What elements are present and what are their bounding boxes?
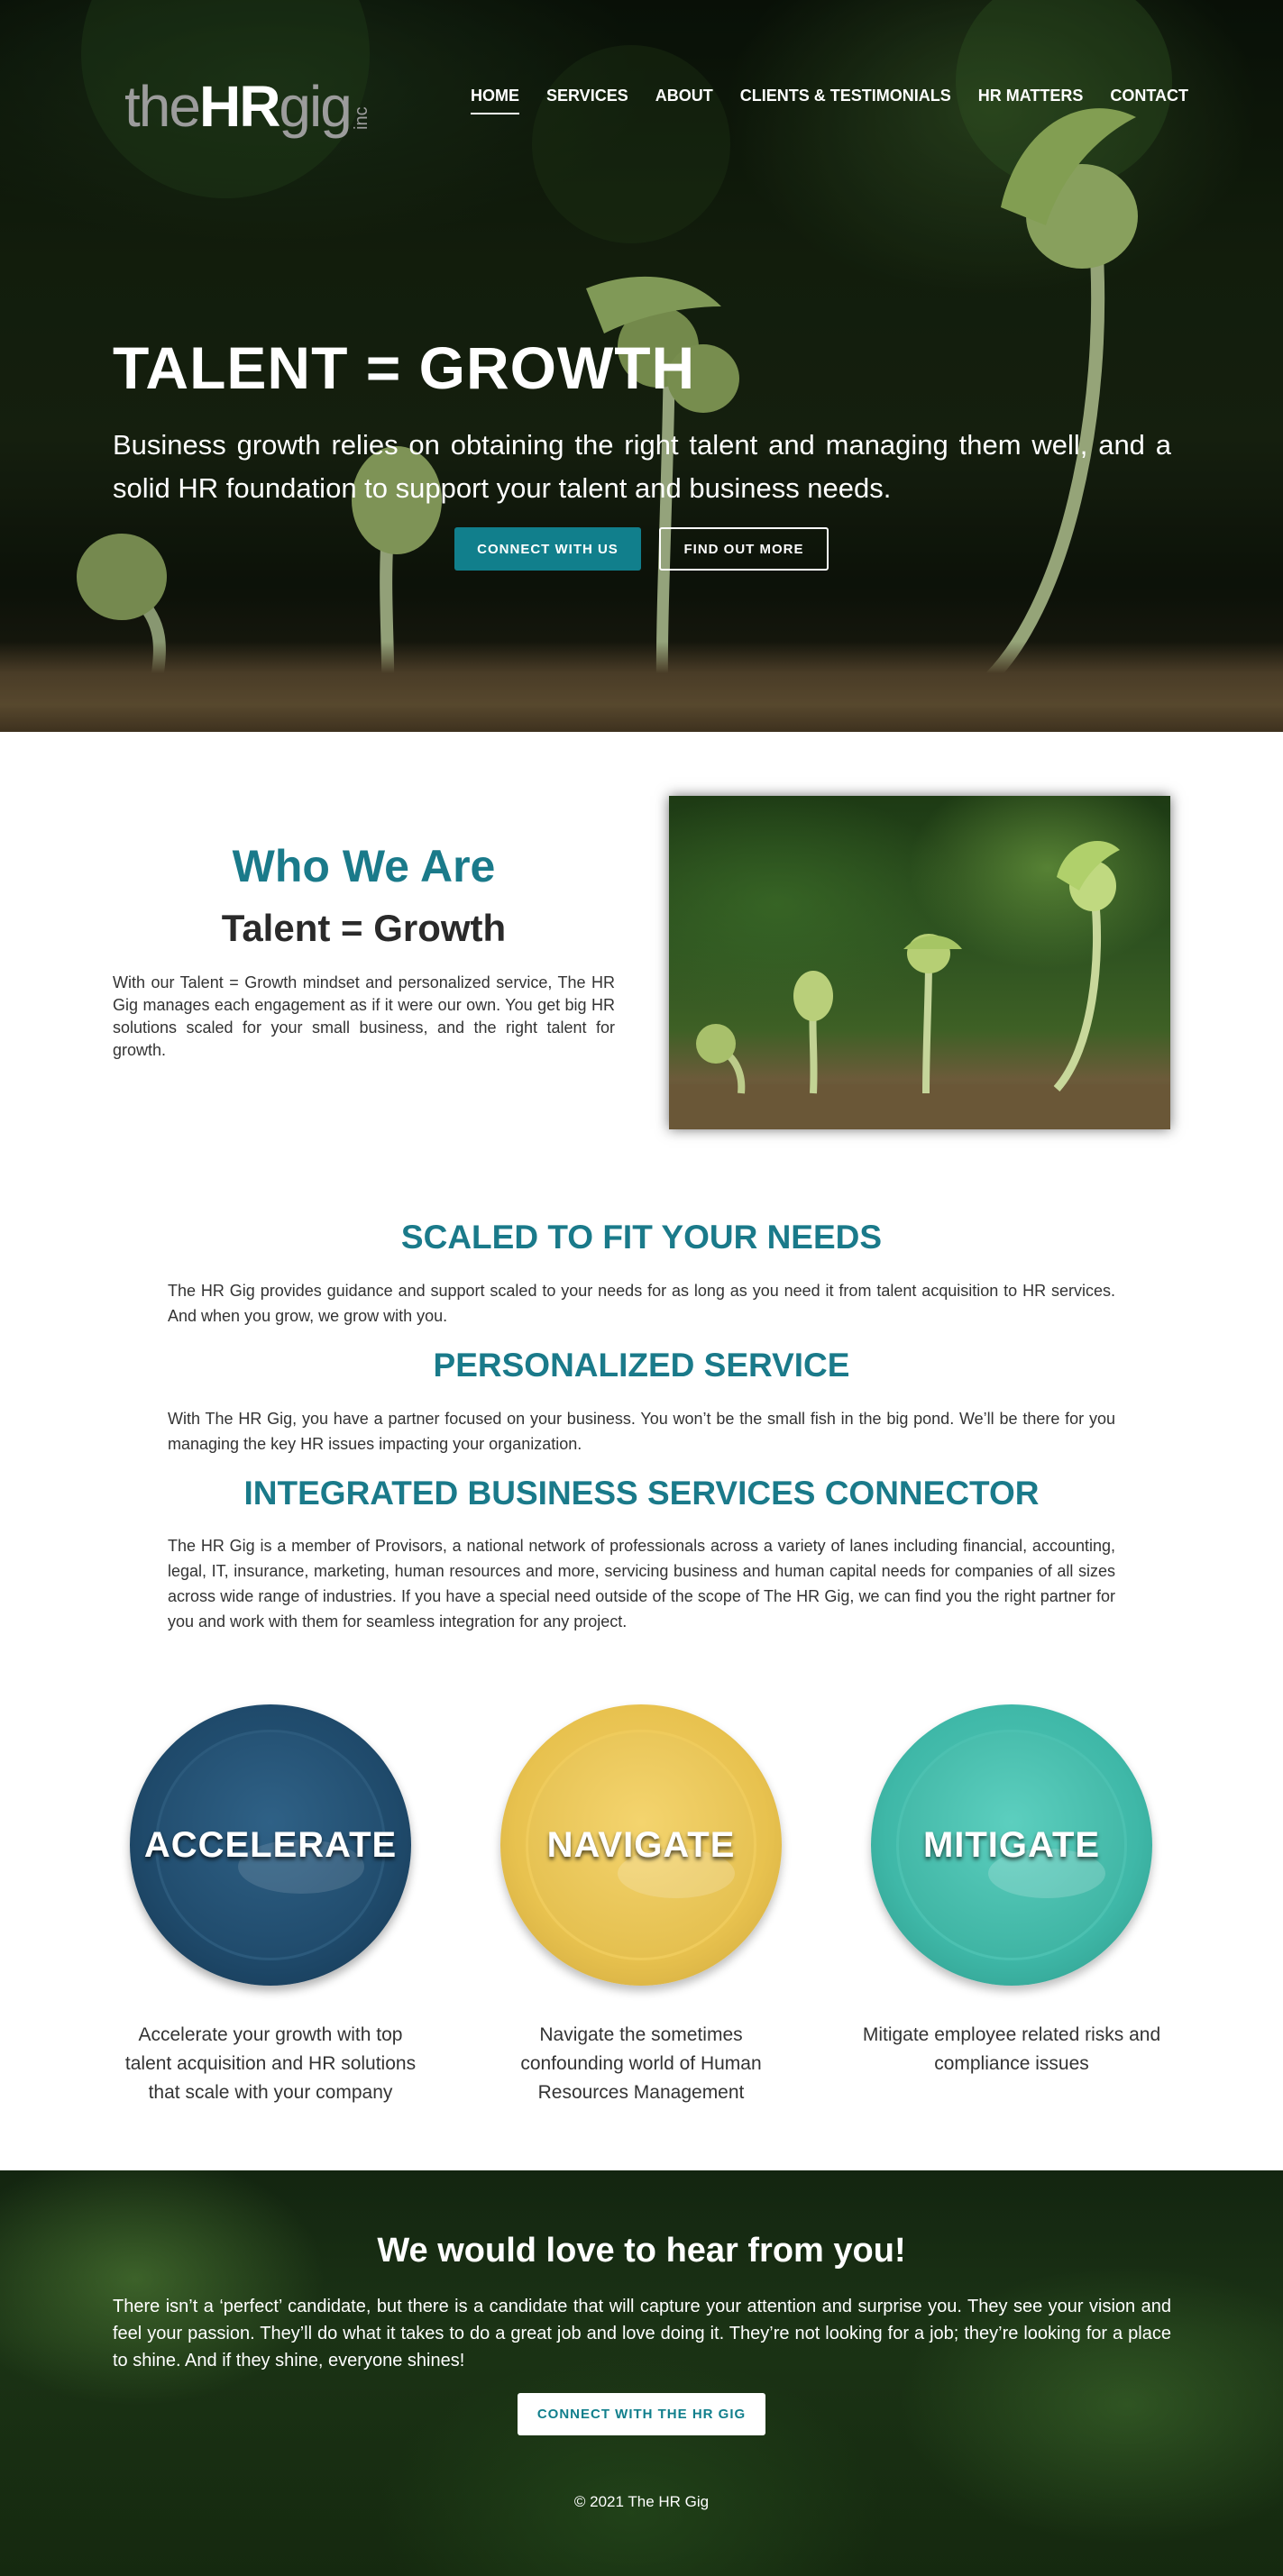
connect-with-hr-gig-button[interactable]: CONNECT WITH THE HR GIG — [518, 2393, 765, 2435]
personalized-body: With The HR Gig, you have a partner focused on your business. You won’t be the small fish in the big pond. We’ll be there for you managing the key HR issues impacting your organization. — [168, 1410, 1115, 1453]
contact-section — [0, 2170, 1283, 2576]
accelerate-plate[interactable] — [130, 1704, 411, 1986]
nav-contact[interactable]: CONTACT — [1110, 87, 1189, 105]
mitigate-label: MITIGATE — [922, 1824, 1101, 1865]
nav-services[interactable]: SERVICES — [546, 87, 628, 105]
hero-section — [0, 0, 1283, 732]
logo-the: the — [124, 74, 199, 139]
seedlings-photo — [669, 796, 1170, 1129]
personalized-heading: PERSONALIZED SERVICE — [433, 1347, 850, 1384]
integrated-heading: INTEGRATED BUSINESS SERVICES CONNECTOR — [243, 1475, 1040, 1512]
find-out-more-button[interactable]: FIND OUT MORE — [659, 527, 829, 571]
accelerate-caption: Accelerate your growth with top talent acquisition and HR solutions that scale with your company — [124, 2024, 417, 2103]
scaled-heading: SCALED TO FIT YOUR NEEDS — [400, 1219, 883, 1256]
accelerate-label: ACCELERATE — [143, 1824, 398, 1865]
contact-body: There isn’t a ‘perfect’ candidate, but there is a candidate that will capture your attention and surprise you. They see your vision and feel your passion. They’ll do what it takes to do a great job and love doing it. They’re not looking for a job; they’re looking for a place to shine. And if they shine, everyone shines! — [113, 2297, 1171, 2370]
hero-title: TALENT = GROWTH — [113, 334, 696, 401]
mitigate-plate[interactable] — [871, 1704, 1152, 1986]
navigate-caption: Navigate the sometimes confounding world of Human Resources Management — [520, 2024, 762, 2103]
seedlings-photo-art — [669, 796, 1170, 1129]
main-nav — [471, 87, 1215, 114]
copyright: © 2021 The HR Gig — [573, 2493, 710, 2510]
nav-hr-matters[interactable]: HR MATTERS — [977, 87, 1084, 105]
who-we-are-subheading: Talent = Growth — [221, 907, 507, 949]
nav-about[interactable]: ABOUT — [655, 87, 713, 105]
integrated-body: The HR Gig is a member of Provisors, a national network of professionals across a variety of lanes including financial, accounting, legal, IT, insurance, marketing, human resources and more, servicing business and human capital needs for companies of all sizes across wide range of industries. If you have a special need outside of the scope of The HR Gig, we can find you the right partner for you and work with them for seamless integration for any project. — [168, 1537, 1115, 1631]
navigate-plate[interactable] — [500, 1704, 782, 1986]
nav-home[interactable]: HOME — [471, 87, 519, 114]
logo-inc: inc — [351, 106, 371, 130]
who-we-are-body: With our Talent = Growth mindset and personalized service, The HR Gig manages each engagement as if it were our own. You get big HR solutions scaled for your small business, and the right talent for growth. — [113, 973, 615, 1059]
hero-subtitle: Business growth relies on obtaining the right talent and managing them well, and a solid HR foundation to support your talent and business needs. — [113, 429, 1171, 504]
site-logo[interactable] — [124, 63, 371, 139]
navigate-label: NAVIGATE — [546, 1824, 736, 1865]
nav-clients-testimonials[interactable]: CLIENTS & TESTIMONIALS — [739, 87, 951, 105]
connect-with-us-button[interactable]: CONNECT WITH US — [454, 527, 641, 571]
mitigate-caption: Mitigate employee related risks and compliance issues — [862, 2024, 1161, 2074]
logo-hr: HR — [198, 74, 280, 139]
contact-heading: We would love to hear from you! — [377, 2232, 906, 2270]
who-we-are-heading: Who We Are — [232, 841, 496, 891]
scaled-body: The HR Gig provides guidance and support scaled to your needs for as long as you need it from talent acquisition to HR services. And when you grow, we grow with you. — [168, 1282, 1115, 1325]
logo-gig: gig — [279, 74, 351, 139]
